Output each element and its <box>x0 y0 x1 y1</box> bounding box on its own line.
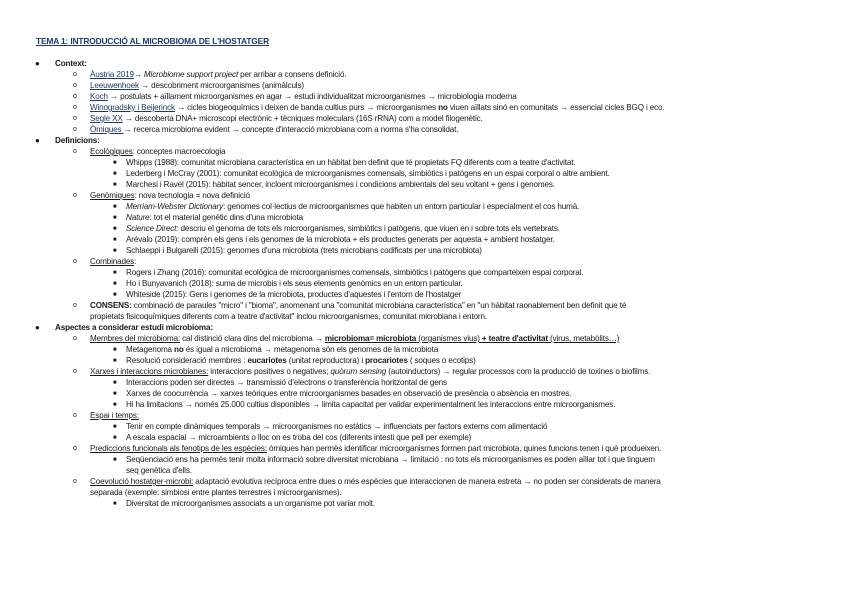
list-item: o Combinades: <box>73 257 137 266</box>
square-bullet-icon: ■ <box>113 292 117 298</box>
square-bullet-icon: ■ <box>113 248 117 254</box>
list-item: o Xarxes i interaccions microbianes: interaccions positives o negatives; quòrum sensing (autoinductors) → regular processos com la producció de toxines o biofilms. <box>73 367 651 376</box>
square-bullet-icon: ■ <box>113 204 117 210</box>
circle-bullet-icon: o <box>73 192 77 199</box>
definicions-heading: ● Definicions: <box>35 136 100 145</box>
square-bullet-icon: ■ <box>113 402 117 408</box>
list-item: ■ Nature: tot el material genètic dins d'una microbiota <box>113 213 303 222</box>
square-bullet-icon: ■ <box>113 435 117 441</box>
list-item: o CONSENS: combinació de paraules "micro" i "bioma", anomenant una "comunitat microbiana característica" en "un hàbitat raonablement ben definit que té <box>73 301 627 310</box>
circle-bullet-icon: o <box>73 412 77 419</box>
list-item: ■ Merriam-Webster Dictionary: genomes col·lectius de microorganismes que habiten un entorn particular i especialment el cos humà. <box>113 202 580 211</box>
list-item: ■ Metagenoma no és igual a microbioma → metagenoma són els genomes de la microbiota <box>113 345 439 354</box>
square-bullet-icon: ■ <box>113 182 117 188</box>
list-item: ■ Diversitat de microorganismes associats a un organisme pot variar molt. <box>113 499 376 508</box>
bullet-icon: ● <box>35 323 40 332</box>
list-item-continuation: seq genètica d'ells. <box>126 466 192 475</box>
square-bullet-icon: ■ <box>113 281 117 287</box>
list-item: o Coevolució hostatger-microbi: adaptació evolutiva recíproca entre dues o més espècies que interaccionen de manera estreta → no poden ser considerats de manera <box>73 477 661 486</box>
list-item: ■ Interaccions poden ser directes → transmissió d'electrons o transferència horitzontal de gens <box>113 378 447 387</box>
circle-bullet-icon: o <box>73 148 77 155</box>
list-item: o Ecològiques: conceptes macroecologia <box>73 147 226 156</box>
circle-bullet-icon: o <box>73 93 77 100</box>
square-bullet-icon: ■ <box>113 171 117 177</box>
square-bullet-icon: ■ <box>113 347 117 353</box>
list-item: o Òmiques → recerca microbioma evident → concepte d'interacció microbiana com a norma s'ha consolidat. <box>73 125 459 134</box>
bullet-icon: ● <box>35 59 40 68</box>
circle-bullet-icon: o <box>73 126 77 133</box>
list-item: o Membres del microbioma: cal distinció clara dins del microbioma → microbioma= microbiota (organismes vius) + teatre d'activitat (virus, metabòlits…) <box>73 334 620 343</box>
list-item: ■ Lederberg i McCray (2001): comunitat ecològica de microorganismes comensals, simbiòtics i patògens en un espai corporal o altre ambient. <box>113 169 610 178</box>
context-heading: ● Context: <box>35 59 87 68</box>
aspectes-heading: ● Aspectes a considerar estudi microbioma: <box>35 323 213 332</box>
list-item: o Koch → postulats + aïllament microorganismes en agar → estudi individualitzat microorganismes → microbiologia moderna <box>73 92 517 101</box>
square-bullet-icon: ■ <box>113 226 117 232</box>
square-bullet-icon: ■ <box>113 215 117 221</box>
circle-bullet-icon: o <box>73 104 77 111</box>
list-item: o Genòmiques: nova tecnologia = nova definició <box>73 191 250 200</box>
square-bullet-icon: ■ <box>113 160 117 166</box>
list-item: o Leeuwenhoek → descobriment microorganismes (animàlculs) <box>73 81 304 90</box>
list-item: o Espai i temps: <box>73 411 139 420</box>
link-koch[interactable]: Koch <box>90 92 108 101</box>
square-bullet-icon: ■ <box>113 457 117 463</box>
list-item: ■ Marchesi i Ravel (2015): hàbitat sencer, incloent microorganismes i condicions ambientals del seu voltant + gens i genomes. <box>113 180 555 189</box>
list-item: ■ Arévalo (2019): comprèn els gens i els genomes de la microbiota + els productes generats per aquesta + ambient hostatger. <box>113 235 555 244</box>
bullet-icon: ● <box>35 136 40 145</box>
circle-bullet-icon: o <box>73 115 77 122</box>
list-item: ■ Hi ha limitacions → només 25.000 cultius disponibles → limita capacitat per validar experimentalment les interaccions entre microorganismes. <box>113 400 616 409</box>
list-item: ■ Ho i Bunyavanich (2018): suma de microbis i els seus elements genòmics en un entorn particular. <box>113 279 463 288</box>
list-item: ■ A escala espacial → microambients o lloc on es troba del cos (diferents intesti que pell per exemple) <box>113 433 472 442</box>
link-leeuwenhoek[interactable]: Leeuwenhoek <box>90 81 139 90</box>
square-bullet-icon: ■ <box>113 501 117 507</box>
list-item: ■ Seqüenciació ens ha permès tenir molta informació sobre diversitat microbiana → limitació : no tots els microorganismes es poden aïllar tot i que tinguem <box>113 455 655 464</box>
list-item: ■ Tenir en compte dinàmiques temporals → microorganismes no estàtics → influenciats per factors externs com alimentació <box>113 422 548 431</box>
circle-bullet-icon: o <box>73 335 77 342</box>
circle-bullet-icon: o <box>73 82 77 89</box>
circle-bullet-icon: o <box>73 258 77 265</box>
link-segle-xx[interactable]: Segle XX <box>90 114 123 123</box>
list-item: ■ Resolució consideració membres : eucariotes (unitat reproductora) i procariotes ( soques o ecotips) <box>113 356 476 365</box>
list-item: o Winogradsky i Beijerinck → cicles biogeoquímics i deixen de banda cultius purs → microorganismes no viuen aïllats sinó en comunitats → essencial cicles BGQ i eco. <box>73 103 665 112</box>
list-item: ■ Rogers i Zhang (2016): comunitat ecològica de microorganismes comensals, simbiòtics i patògens que comparteixen espai corporal. <box>113 268 584 277</box>
list-item: ■ Xarxes de coocurrència → xarxes teòriques entre microorganismes basades en observació de presència o absència en mostres. <box>113 389 572 398</box>
circle-bullet-icon: o <box>73 478 77 485</box>
list-item: o Segle XX → descoberta DNA+ microscopi electrònic + tècniques moleculars (16S rRNA) com a model filogenètic. <box>73 114 483 123</box>
link-winogradsky[interactable]: Winogradsky i Beijerinck <box>90 103 175 112</box>
square-bullet-icon: ■ <box>113 358 117 364</box>
circle-bullet-icon: o <box>73 368 77 375</box>
list-item: ■ Science Direct: descriu el genoma de tots els microorganismes, simbiòtics i patògens, que viuen en i sobre tots els vertebrats. <box>113 224 560 233</box>
list-item-continuation: separada (exemple: simbiosi entre plantes terrestres i microorganismes). <box>90 488 342 497</box>
square-bullet-icon: ■ <box>113 391 117 397</box>
link-omiques[interactable]: Òmiques <box>90 125 124 134</box>
square-bullet-icon: ■ <box>113 380 117 386</box>
list-item: o Prediccions funcionals als fenotips de les espècies: òmiques han permès identificar microorganismes formen part microbiota, quines funcions tenen i què produeixen. <box>73 444 662 453</box>
circle-bullet-icon: o <box>73 302 77 309</box>
circle-bullet-icon: o <box>73 71 77 78</box>
page-title: TEMA 1: INTRODUCCIÓ AL MICROBIOMA DE L'HOSTATGER <box>36 36 270 46</box>
list-item: ■ Schlaeppi i Bulgarelli (2015): genomes d'una microbiota (trets microbians codificats per una microbiota) <box>113 246 482 255</box>
list-item: ■ Whiteside (2015): Gens i genomes de la microbiota, productes d'aquestes i l'entorn de l'hostatger <box>113 290 462 299</box>
list-item-continuation: propietats fisicoquímiques diferents com a teatre d'activitat" inclou microorganismes, comunitat microbiana i entorn. <box>90 312 487 321</box>
square-bullet-icon: ■ <box>113 270 117 276</box>
list-item: o Àustria 2019→ Microbiome support project per arribar a consens definició. <box>73 70 347 79</box>
square-bullet-icon: ■ <box>113 424 117 430</box>
circle-bullet-icon: o <box>73 445 77 452</box>
list-item: ■ Whipps (1988): comunitat microbiana característica en un hàbitat ben definit que té propietats FQ diferents com a teatre d'activitat. <box>113 158 576 167</box>
square-bullet-icon: ■ <box>113 237 117 243</box>
link-austria[interactable]: Àustria 2019 <box>90 70 134 79</box>
